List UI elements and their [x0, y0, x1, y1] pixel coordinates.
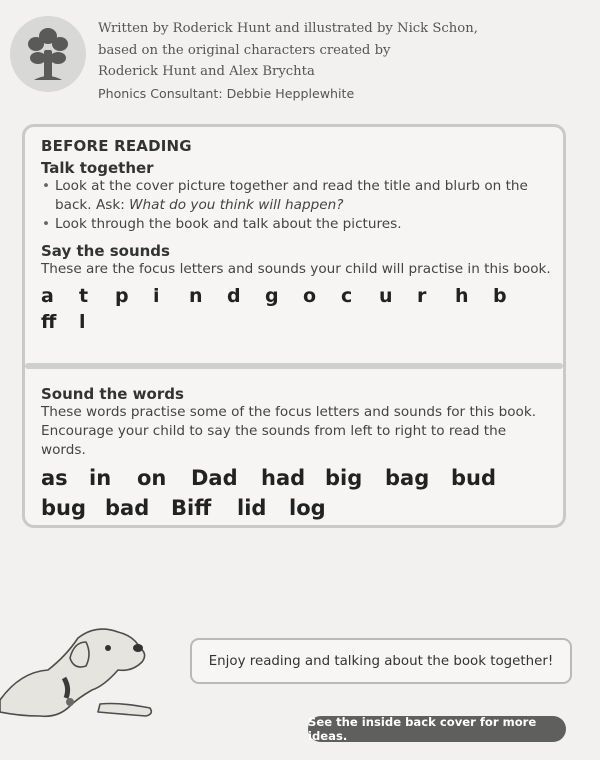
- word: bug: [41, 496, 87, 520]
- sound-words-text-1: These words practise some of the focus letters and sounds for this book.: [41, 404, 537, 420]
- dog-illustration: [0, 612, 170, 722]
- before-reading-panel: [22, 124, 566, 528]
- word: Biff: [171, 496, 212, 520]
- letter: h: [455, 285, 469, 307]
- letter: o: [303, 285, 317, 307]
- word: bag: [385, 466, 430, 490]
- credits-line-1: Written by Roderick Hunt and illustrated by Nick Schon,: [98, 21, 478, 36]
- letter: t: [79, 285, 89, 307]
- enjoy-reading-box: [190, 638, 572, 684]
- credits-line-2: based on the original characters created by: [98, 42, 391, 58]
- focus-letters: [41, 285, 553, 337]
- section-divider: [25, 363, 563, 369]
- practice-words: [41, 466, 553, 530]
- letter: n: [189, 285, 203, 307]
- say-sounds-text: These are the focus letters and sounds your child will practise in this book.: [41, 261, 551, 277]
- word: as: [41, 466, 68, 490]
- before-reading-heading: BEFORE READING: [41, 137, 192, 155]
- talk-bullet-1-text: Look at the cover picture together and read the title and blurb on the: [55, 178, 528, 194]
- word: log: [289, 496, 326, 520]
- talk-bullet-1-ask: back. Ask:: [55, 197, 130, 213]
- letter: l: [79, 311, 86, 333]
- letter: i: [153, 285, 160, 307]
- word: bud: [451, 466, 497, 490]
- enjoy-reading-text: Enjoy reading and talking about the book together!: [208, 653, 554, 669]
- letter: u: [379, 285, 393, 307]
- talk-bullet-2-text: Look through the book and talk about the pictures.: [55, 216, 402, 232]
- credits: [98, 18, 568, 104]
- word: lid: [237, 496, 267, 520]
- talk-bullet-2: [41, 215, 553, 234]
- word: in: [89, 466, 112, 490]
- word: had: [261, 466, 306, 490]
- letter: g: [265, 285, 279, 307]
- letter: p: [115, 285, 129, 307]
- word: bad: [105, 496, 150, 520]
- letter: ff: [41, 311, 57, 333]
- letter: d: [227, 285, 241, 307]
- bullet-dot: •: [42, 216, 51, 232]
- tree-logo-icon: [8, 14, 88, 94]
- word: Dad: [191, 466, 238, 490]
- inside-back-cover-note: [308, 716, 566, 742]
- letter: c: [341, 285, 353, 307]
- letter: r: [417, 285, 427, 307]
- sound-words-text-2: Encourage your child to say the sounds from left to right to read the words.: [41, 423, 507, 458]
- word: on: [137, 466, 167, 490]
- talk-together-heading: Talk together: [41, 159, 154, 177]
- letter: a: [41, 285, 54, 307]
- phonics-consultant: Phonics Consultant: Debbie Hepplewhite: [98, 85, 355, 101]
- inside-back-cover-text: See the inside back cover for more ideas.: [308, 715, 537, 743]
- bullet-dot: •: [42, 178, 51, 194]
- talk-bullet-1: [41, 177, 553, 215]
- sound-words-heading: Sound the words: [41, 385, 184, 403]
- talk-bullet-1-question: What do you think will happen?: [129, 197, 344, 213]
- word: big: [325, 466, 363, 490]
- credits-line-3: Roderick Hunt and Alex Brychta: [98, 64, 315, 79]
- say-sounds-heading: Say the sounds: [41, 242, 170, 260]
- letter: b: [493, 285, 507, 307]
